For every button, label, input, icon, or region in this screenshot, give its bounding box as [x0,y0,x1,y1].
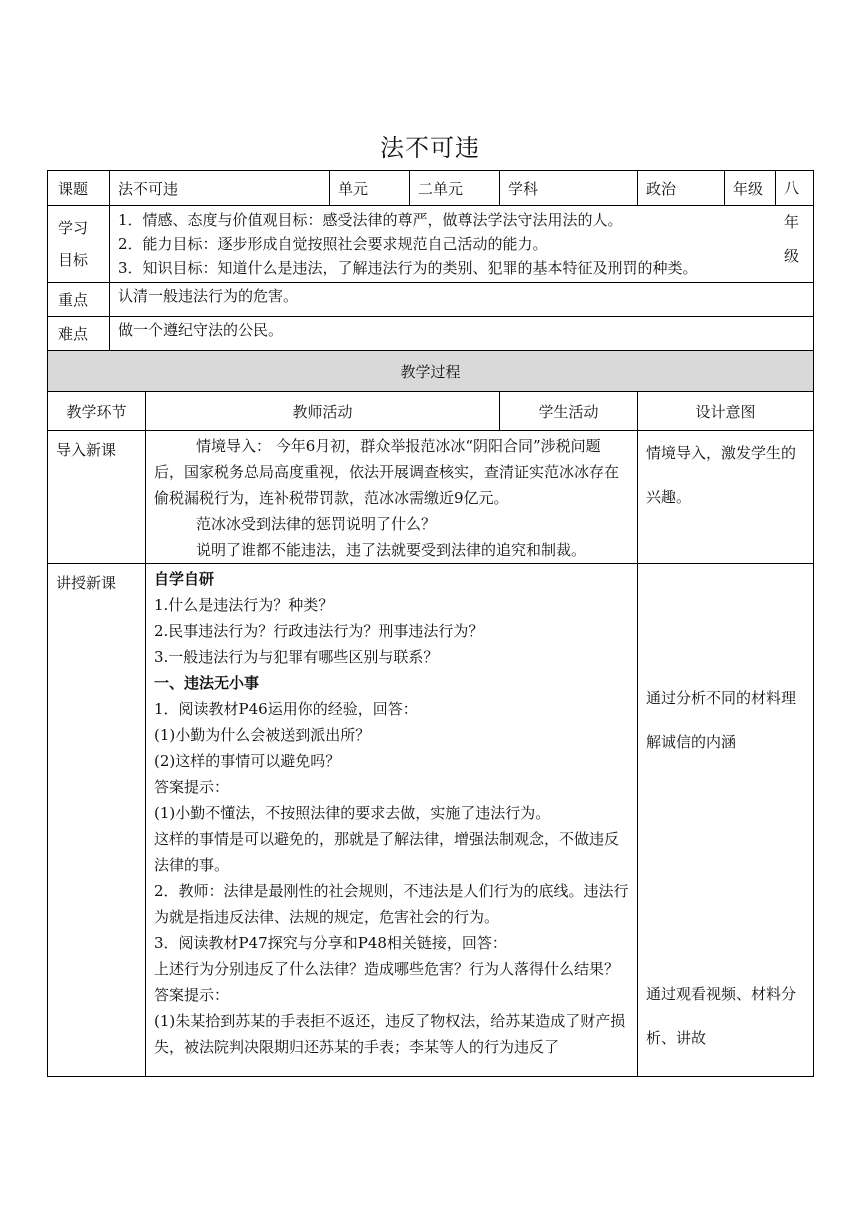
key-point-row [48,283,814,317]
objectives-content [110,206,814,283]
subject-label: 学科 [500,171,638,206]
course-value: 法不可违 [110,171,330,206]
lecture-line: 答案提示： [154,778,230,796]
grade-value: 八年级 [775,171,813,205]
intro-stage: 导入新课 [48,431,146,564]
lecture-line: (1)小勤不懂法，不按照法律的要求去做，实施了违法行为。 [154,804,551,822]
self-study-question: 2.民事违法行为？行政违法行为？刑事违法行为？ [154,622,484,640]
unit-label: 单元 [330,171,410,206]
course-label: 课题 [48,171,110,206]
difficulty-text: 做一个遵纪守法的公民。 [110,317,814,351]
lecture-line: 答案提示： [154,986,230,1004]
lecture-teacher-activity [146,564,638,1077]
page-title: 法不可违 [380,134,480,162]
info-row [48,171,814,206]
lecture-line: 1．阅读教材P46运用你的经验，回答： [154,700,418,718]
lecture-line: (1)小勤为什么会被送到派出所？ [154,726,371,744]
objective-item: 2．能力目标：逐步形成自觉按照社会要求规范自己活动的能力。 [118,235,548,253]
header-teacher: 教师活动 [146,392,500,431]
self-study-question: 3.一般违法行为与犯罪有哪些区别与联系？ [154,648,439,666]
intro-question: 范冰冰受到法律的惩罚说明了什么？ [196,515,437,533]
lecture-line: (2)这样的事情可以避免吗？ [154,752,341,770]
grade-label: 年级 [733,179,764,198]
column-header-row [48,392,814,431]
lecture-stage: 讲授新课 [48,564,146,1077]
intro-design: 情境导入，激发学生的兴趣。 [638,431,814,564]
intro-answer: 说明了谁都不能违法，违了法就要受到法律的追究和制裁。 [196,541,587,559]
subject-value: 政治 [638,171,725,206]
lecture-line: 3．阅读教材P47探究与分享和P48相关链接，回答： [154,934,507,952]
intro-teacher-activity [146,431,638,564]
intro-row [48,431,814,564]
lecture-line: 上述行为分别违反了什么法律？造成哪些危害？行为人落得什么结果？ [154,960,620,978]
difficulty-label: 难点 [48,317,110,351]
objectives-row [48,206,814,283]
process-title-row [48,351,814,392]
design-note: 通过观看视频、材料分析、讲故 [646,985,797,1047]
difficulty-row [48,317,814,351]
lecture-line: 2．教师：法律是最刚性的社会规则，不违法是人们行为的底线。违法行为就是指违反法律、法规的规定，危害社会的行为。 [154,882,629,926]
process-title: 教学过程 [48,351,814,392]
lecture-design [638,564,814,1077]
intro-scenario: 情境导入： 今年6月初，群众举报范冰冰“阴阳合同”涉税问题后，国家税务总局高度重视，依法开展调查核实，查清证实范冰冰存在偷税漏税行为，连补税带罚款，范冰冰需缴近9亿元。 [154,437,620,507]
unit-value: 二单元 [410,171,500,206]
design-note: 通过分析不同的材料理解诚信的内涵 [646,689,797,751]
grade-cell [725,171,814,265]
section-heading: 自学自研 [154,570,215,588]
header-student: 学生活动 [500,392,638,431]
key-point-text: 认清一般违法行为的危害。 [110,283,814,317]
objective-item: 3．知识目标：知道什么是违法，了解违法行为的类别、犯罪的基本特征及刑罚的种类。 [118,259,698,277]
section-heading: 一、违法无小事 [154,674,260,692]
header-stage: 教学环节 [48,392,146,431]
lecture-line: 这样的事情是可以避免的，那就是了解法律，增强法制观念，不做违反法律的事。 [154,830,620,874]
lecture-line: (1)朱某拾到苏某的手表拒不返还，违反了物权法，给苏某造成了财产损失，被法院判决限期归还苏某的手表；李某等人的行为违反了 [154,1012,626,1056]
objective-item: 1．情感、态度与价值观目标：感受法律的尊严，做尊法学法守法用法的人。 [118,211,623,229]
self-study-question: 1.什么是违法行为？种类？ [154,596,334,614]
lecture-row [48,564,814,1077]
lesson-plan-table [47,170,814,1077]
objectives-label: 学习目标 [48,206,110,283]
key-point-label: 重点 [48,283,110,317]
header-design: 设计意图 [638,392,814,431]
